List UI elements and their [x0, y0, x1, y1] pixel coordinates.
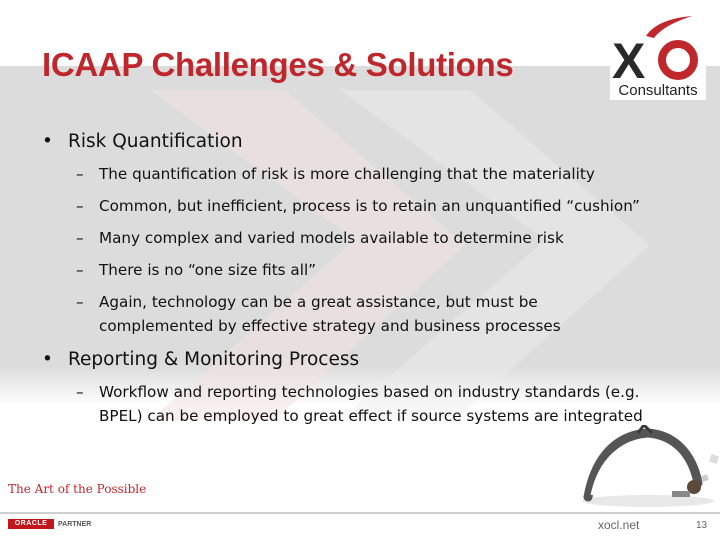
bullet-list: [40, 128, 700, 428]
dash-icon: –: [76, 293, 84, 311]
oracle-partner-badge: [8, 519, 91, 529]
footer-divider: [0, 512, 720, 514]
sub-bullet-item: [40, 258, 700, 282]
dash-icon: –: [76, 197, 84, 215]
sub-bullet-text: The quantification of risk is more challenging that the materiality: [99, 165, 595, 183]
dash-icon: –: [76, 383, 84, 401]
sub-bullet-item: [40, 194, 700, 218]
sub-bullet-item: [40, 290, 589, 338]
logo-text: Consultants: [618, 82, 698, 99]
svg-text:X: X: [612, 33, 646, 86]
sub-bullet-text: Common, but inefficient, process is to retain an unquantified “cushion”: [99, 197, 640, 215]
sub-bullet-text: Workflow and reporting technologies based on industry standards (e.g. BPEL) can be employed to great effect if source systems are integrated: [99, 383, 643, 425]
sub-bullet-text: There is no “one size fits all”: [99, 261, 317, 279]
bullet-item: [40, 128, 700, 156]
bullet-text: Reporting & Monitoring Process: [68, 349, 360, 370]
sub-bullet-item: [40, 162, 700, 186]
partner-label: PARTNER: [58, 520, 92, 528]
sub-bullet-item: [40, 380, 679, 428]
page-title: ICAAP Challenges & Solutions: [42, 46, 514, 83]
bullet-item: [40, 346, 700, 374]
dash-icon: –: [76, 165, 84, 183]
page-number: 13: [696, 520, 708, 531]
xo-logo: [610, 6, 706, 100]
bullet-dot-icon: •: [42, 349, 53, 370]
dash-icon: –: [76, 261, 84, 279]
contortionist-figure-icon: [578, 425, 720, 509]
oracle-logo: ORACLE: [8, 519, 54, 529]
sub-bullet-text: Again, technology can be a great assistance, but must be complemented by effective strategy and business processes: [99, 293, 561, 335]
sub-bullet-item: [40, 226, 700, 250]
dash-icon: –: [76, 229, 84, 247]
tagline: The Art of the Possible: [8, 482, 147, 496]
xo-logo-icon: [610, 6, 706, 86]
sub-bullet-text: Many complex and varied models available to determine risk: [99, 229, 564, 247]
bullet-dot-icon: •: [42, 131, 53, 152]
site-url: xocl.net: [598, 518, 640, 532]
bullet-text: Risk Quantification: [68, 131, 243, 152]
